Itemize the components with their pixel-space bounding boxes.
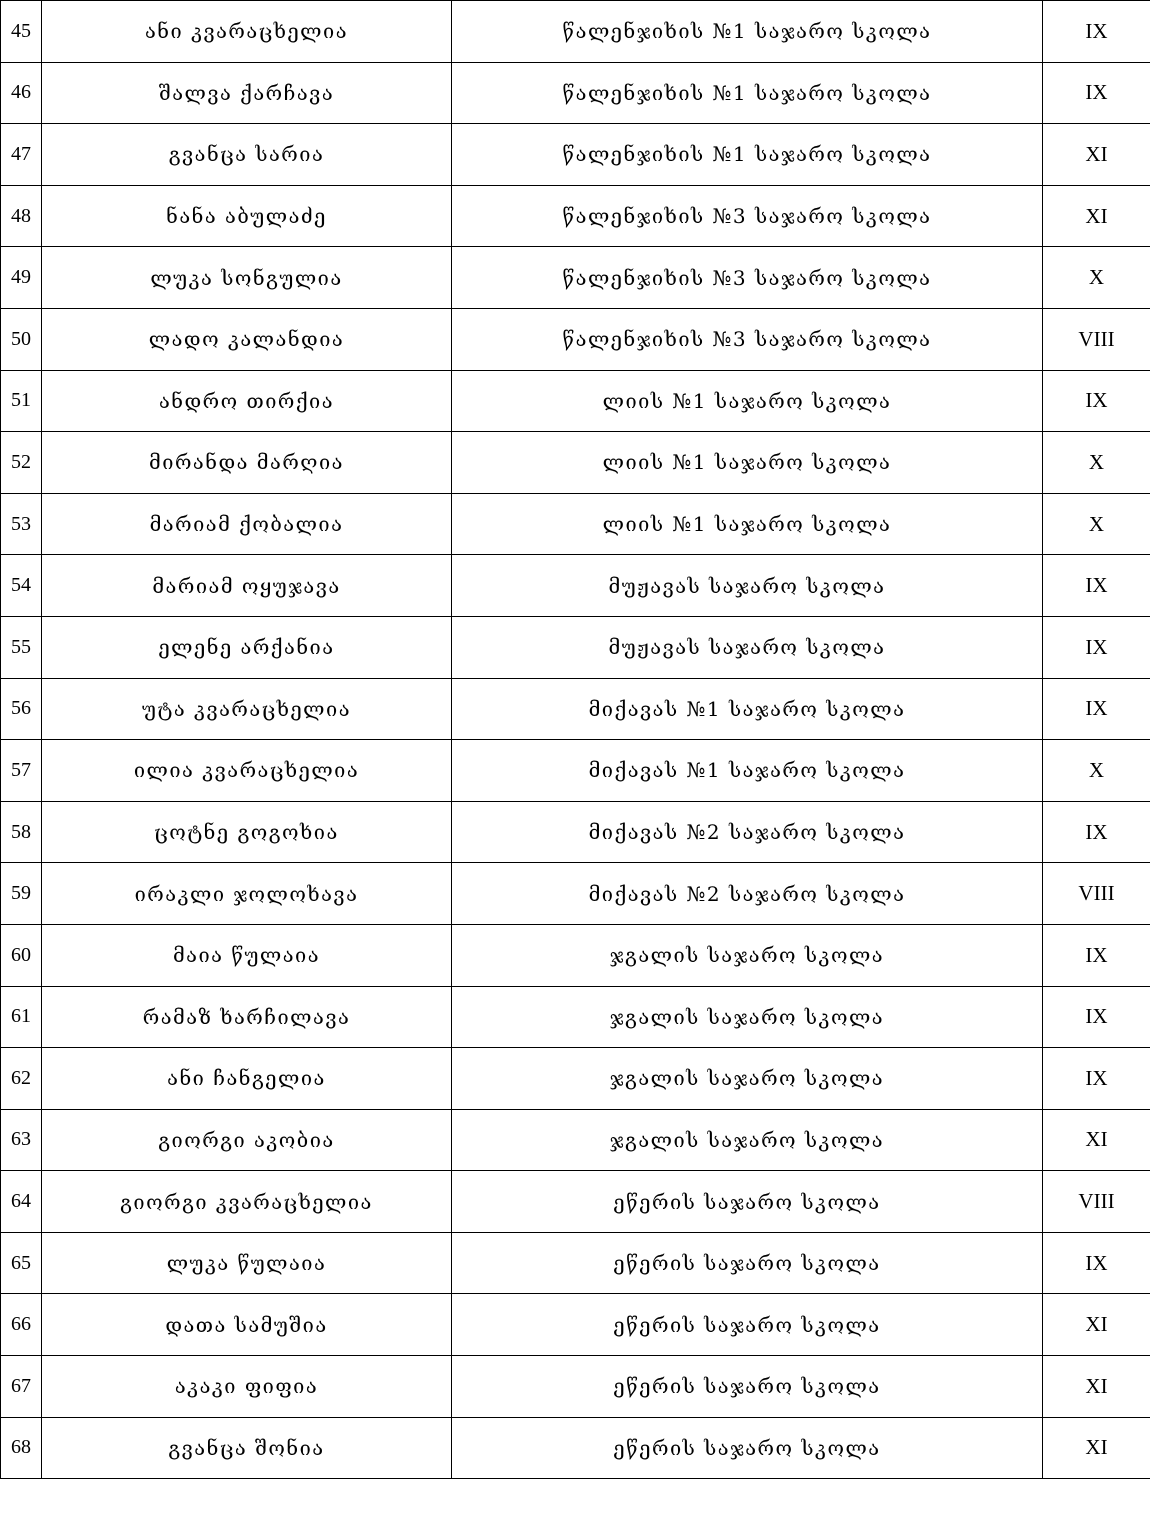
table-row <box>1 740 1150 802</box>
table-row <box>1 1109 1150 1171</box>
table-row <box>1 1171 1150 1233</box>
school-name-cell: ლიის №1 საჯარო სკოლა <box>452 370 1043 432</box>
student-name-cell: რამაზ ხარჩილავა <box>42 986 452 1048</box>
table-row <box>1 1 1150 63</box>
table-row <box>1 308 1150 370</box>
school-name-cell: მიქავას №1 საჯარო სკოლა <box>452 740 1043 802</box>
row-number-cell: 65 <box>1 1232 42 1294</box>
table-row <box>1 185 1150 247</box>
student-name-cell: ანდრო თირქია <box>42 370 452 432</box>
school-name-cell: ჯგალის საჯარო სკოლა <box>452 924 1043 986</box>
grade-cell: VIII <box>1043 308 1150 370</box>
table-row <box>1 1294 1150 1356</box>
table-row <box>1 124 1150 186</box>
student-name-cell: მაია წულაია <box>42 924 452 986</box>
school-name-cell: წალენჯიხის №3 საჯარო სკოლა <box>452 247 1043 309</box>
grade-cell: VIII <box>1043 1171 1150 1233</box>
school-name-cell: მუჟავას საჯარო სკოლა <box>452 555 1043 617</box>
row-number-cell: 46 <box>1 62 42 124</box>
table-row <box>1 986 1150 1048</box>
table-row <box>1 62 1150 124</box>
table-row <box>1 863 1150 925</box>
grade-cell: IX <box>1043 616 1150 678</box>
student-name-cell: ლუკა წულაია <box>42 1232 452 1294</box>
school-name-cell: ეწერის საჯარო სკოლა <box>452 1294 1043 1356</box>
row-number-cell: 63 <box>1 1109 42 1171</box>
grade-cell: XI <box>1043 1109 1150 1171</box>
school-name-cell: ეწერის საჯარო სკოლა <box>452 1232 1043 1294</box>
school-name-cell: ლიის №1 საჯარო სკოლა <box>452 493 1043 555</box>
school-name-cell: ეწერის საჯარო სკოლა <box>452 1356 1043 1418</box>
student-name-cell: ირაკლი ჯოლოხავა <box>42 863 452 925</box>
row-number-cell: 51 <box>1 370 42 432</box>
row-number-cell: 54 <box>1 555 42 617</box>
row-number-cell: 67 <box>1 1356 42 1418</box>
row-number-cell: 49 <box>1 247 42 309</box>
row-number-cell: 53 <box>1 493 42 555</box>
table-row <box>1 1048 1150 1110</box>
student-name-cell: ლადო კალანდია <box>42 308 452 370</box>
grade-cell: X <box>1043 247 1150 309</box>
grade-cell: IX <box>1043 555 1150 617</box>
grade-cell: IX <box>1043 370 1150 432</box>
row-number-cell: 61 <box>1 986 42 1048</box>
student-name-cell: ელენე არქანია <box>42 616 452 678</box>
table-row <box>1 616 1150 678</box>
grade-cell: XI <box>1043 1356 1150 1418</box>
grade-cell: IX <box>1043 62 1150 124</box>
row-number-cell: 66 <box>1 1294 42 1356</box>
student-name-cell: მირანდა მარღია <box>42 432 452 494</box>
student-name-cell: ნანა აბულაძე <box>42 185 452 247</box>
row-number-cell: 68 <box>1 1417 42 1479</box>
student-name-cell: მარიამ ოყუჯავა <box>42 555 452 617</box>
student-name-cell: გიორგი კვარაცხელია <box>42 1171 452 1233</box>
table-row <box>1 432 1150 494</box>
school-name-cell: ლიის №1 საჯარო სკოლა <box>452 432 1043 494</box>
row-number-cell: 47 <box>1 124 42 186</box>
table-row <box>1 1356 1150 1418</box>
grade-cell: VIII <box>1043 863 1150 925</box>
row-number-cell: 59 <box>1 863 42 925</box>
row-number-cell: 58 <box>1 801 42 863</box>
grade-cell: XI <box>1043 124 1150 186</box>
school-name-cell: მიქავას №2 საჯარო სკოლა <box>452 801 1043 863</box>
school-name-cell: წალენჯიხის №3 საჯარო სკოლა <box>452 308 1043 370</box>
school-name-cell: წალენჯიხის №1 საჯარო სკოლა <box>452 124 1043 186</box>
student-name-cell: შალვა ქარჩავა <box>42 62 452 124</box>
grade-cell: XI <box>1043 1417 1150 1479</box>
school-name-cell: ჯგალის საჯარო სკოლა <box>452 986 1043 1048</box>
table-row <box>1 247 1150 309</box>
student-name-cell: ილია კვარაცხელია <box>42 740 452 802</box>
row-number-cell: 60 <box>1 924 42 986</box>
student-name-cell: ცოტნე გოგოხია <box>42 801 452 863</box>
table-row <box>1 1232 1150 1294</box>
grade-cell: IX <box>1043 1232 1150 1294</box>
grade-cell: XI <box>1043 185 1150 247</box>
student-name-cell: გვანცა შონია <box>42 1417 452 1479</box>
grade-cell: X <box>1043 493 1150 555</box>
grade-cell: X <box>1043 740 1150 802</box>
row-number-cell: 45 <box>1 1 42 63</box>
grade-cell: IX <box>1043 678 1150 740</box>
school-name-cell: წალენჯიხის №1 საჯარო სკოლა <box>452 62 1043 124</box>
row-number-cell: 50 <box>1 308 42 370</box>
school-name-cell: ჯგალის საჯარო სკოლა <box>452 1048 1043 1110</box>
student-name-cell: ანი კვარაცხელია <box>42 1 452 63</box>
table-row <box>1 801 1150 863</box>
school-name-cell: წალენჯიხის №1 საჯარო სკოლა <box>452 1 1043 63</box>
row-number-cell: 48 <box>1 185 42 247</box>
student-name-cell: მარიამ ქობალია <box>42 493 452 555</box>
student-name-cell: აკაკი ფიფია <box>42 1356 452 1418</box>
row-number-cell: 64 <box>1 1171 42 1233</box>
student-name-cell: დათა სამუშია <box>42 1294 452 1356</box>
student-name-cell: უტა კვარაცხელია <box>42 678 452 740</box>
row-number-cell: 62 <box>1 1048 42 1110</box>
grade-cell: IX <box>1043 1048 1150 1110</box>
table-row <box>1 493 1150 555</box>
school-name-cell: მიქავას №2 საჯარო სკოლა <box>452 863 1043 925</box>
school-name-cell: მუჟავას საჯარო სკოლა <box>452 616 1043 678</box>
grade-cell: IX <box>1043 986 1150 1048</box>
participants-table-body <box>1 1 1150 1479</box>
grade-cell: IX <box>1043 801 1150 863</box>
table-row <box>1 1417 1150 1479</box>
school-name-cell: მიქავას №1 საჯარო სკოლა <box>452 678 1043 740</box>
row-number-cell: 56 <box>1 678 42 740</box>
table-row <box>1 924 1150 986</box>
school-name-cell: ეწერის საჯარო სკოლა <box>452 1171 1043 1233</box>
grade-cell: X <box>1043 432 1150 494</box>
school-name-cell: წალენჯიხის №3 საჯარო სკოლა <box>452 185 1043 247</box>
student-name-cell: ანი ჩანგელია <box>42 1048 452 1110</box>
table-row <box>1 555 1150 617</box>
grade-cell: XI <box>1043 1294 1150 1356</box>
grade-cell: IX <box>1043 924 1150 986</box>
row-number-cell: 55 <box>1 616 42 678</box>
grade-cell: IX <box>1043 1 1150 63</box>
student-name-cell: ლუკა სონგულია <box>42 247 452 309</box>
student-name-cell: გვანცა სარია <box>42 124 452 186</box>
table-row <box>1 678 1150 740</box>
school-name-cell: ეწერის საჯარო სკოლა <box>452 1417 1043 1479</box>
row-number-cell: 57 <box>1 740 42 802</box>
table-row <box>1 370 1150 432</box>
school-name-cell: ჯგალის საჯარო სკოლა <box>452 1109 1043 1171</box>
row-number-cell: 52 <box>1 432 42 494</box>
student-name-cell: გიორგი აკობია <box>42 1109 452 1171</box>
